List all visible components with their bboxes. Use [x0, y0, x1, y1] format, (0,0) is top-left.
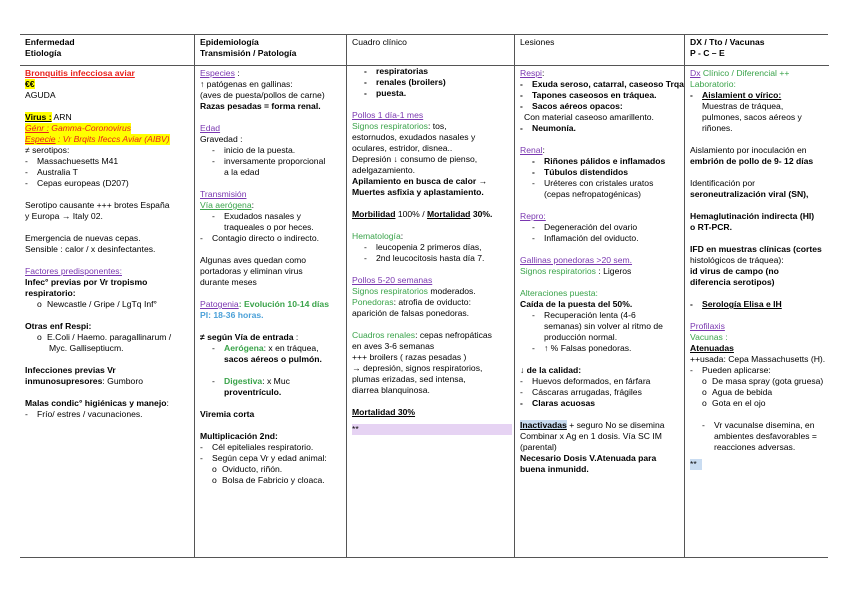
stars-highlight-dx: ** — [690, 459, 702, 470]
header-epidemiologia: Epidemiología Transmisión / Patología — [195, 34, 347, 66]
header-enfermedad: Enfermedad Etiología — [20, 34, 194, 66]
body-enfermedad: Bronquitis infecciosa aviar €€ AGUDA Virus : ARN Génr : Gamma-Coronovirus Especie : Vr Brqits Ifeccs Aviar (AIBV) ≠ serotipos: - Massachuesetts M41 - Australia T - Cepas europeas (D207) Serotipo causante +++ brotes España y Europa → Italy 02. Emergencia de nuevas cepas. Sensible : calor / x desinfectantes. Factores predisponentes: Infec° previas por Vr tropismo respiratorio: o Newcastle / Gripe / LgTq Inf° Otras enf Respi: o E.Coli / Haemo. paragallinarum / Myc. Galliseptiucm. Infecciones previas Vr inmunosupresores: Gumboro Malas condic° higiénicas y manejo: - Frío/ estres / vacunaciones. — [20, 66, 194, 420]
col-cuadro-clinico: Cuadro clínico - respiratorias - renales (broilers) - puesta. Pollos 1 día-1 mes Signos respiratorios: tos, estornudos, exudados nasales y oculares, estridor, disnea.. Depresión ↓ consumo de pienso, adelgazamiento. Apilamiento en busca de calor → Muertes asfixia y aplastamiento. Morbilidad 100% / Mortalidad 30%. Hematología: - leucopenia 2 primeros días, - 2nd leucocitosis hasta día 7. Pollos 5-20 semanas Signos respiratorios moderados. Ponedoras: atrofia de oviducto: aparición de falsas ponedoras. Cuadros renales: cepas nefropáticas en aves 3-6 semanas +++ broilers ( razas pesadas ) → depresión, signos respiratorios, plumas erizadas, sed intensa, diarrea blanquinosa. Mortalidad 30% ** — [346, 34, 515, 558]
stars-highlight: ** — [352, 424, 512, 435]
col-epidemiologia: Epidemiología Transmisión / Patología Especies : ↑ patógenas en gallinas: (aves de puesta/pollos de carne) Razas pesadas = forma renal. Edad Gravedad : - inicio de la puesta. - inversamente proporcional a la edad Transmisión Vía aerógena: - Exudados nasales y traqueales o por heces. - Contagio directo o indirecto. Algunas aves quedan como portadoras y eliminan virus durante meses Patogenia: Evolución 10-14 días PI: 18-36 horas. ≠ según Vía de entrada : - Aerógena: x en tráquea, sacos aéreos o pulmón. - Digestiva: x Muc proventrículo. Viremia corta Multiplicación 2nd: - Cél epiteliales respiratorio. - Según cepa Vr y edad animal: o Oviducto, riñón. o Bolsa de Fabricio y cloaca. — [194, 34, 347, 558]
disease-sheet — [20, 34, 828, 558]
col-lesiones: Lesiones Respi: - Exuda seroso, catarral, caseoso Trqa - Tapones caseosos en tráquea. - Sacos aéreos opacos: Con material caseoso amarillento. - Neumonía. Renal: - Riñones pálidos e inflamados - Túbulos distendidos - Uréteres con cristales uratos (cepas nefropatogénicas) Repro: - Degeneración del ovario - Inflamación del oviducto. Gallinas ponedoras >20 sem. Signos respiratorios : Ligeros Alteraciones puesta: Caída de la puesta del 50%. - Recuperación lenta (4-6 semanas) sin volver al ritmo de producción normal. - ↑ % Falsas ponedoras. ↓ de la calidad: - Huevos deformados, en fárfara - Cáscaras arrugadas, frágiles - Claras acuosas Inactivadas + seguro No se disemina Combinar x Ag en 1 dosis. Vía SC IM (parental) Necesario Dosis V.Atenuada para buena inmunidd. — [514, 34, 685, 558]
header-lesiones: Lesiones — [515, 34, 685, 66]
bottom-border — [20, 557, 828, 558]
col-enfermedad — [20, 34, 194, 558]
factores-heading: Factores predisponentes: — [25, 266, 122, 276]
col-dx-tto-vacunas: DX / Tto / Vacunas P - C – E Dx Clínico / Diferencial ++ Laboratorio: - Aislamient o vírico: Muestras de tráquea, pulmones, sacos aéreos y riñones. Aislamiento por inoculación en embrión de pollo de 9- 12 días Identificación por seroneutralización viral (SN), Hemaglutinación indirecta (HI) o RT-PCR. IFD en muestras clínicas (cortes histológicos de tráquea): id virus de campo (no diferencia serotipos) - Serología Elisa e IH Profilaxis Vacunas : Atenuadas ++usada: Cepa Massachusetts (H). - Pueden aplicarse: o De masa spray (gota gruesa) o Agua de bebida o Gota en el ojo - Vr vacunalse disemina, en ambientes desfavorables = reacciones adversas. ** — [684, 34, 829, 558]
header-cuadro-clinico: Cuadro clínico — [347, 34, 515, 66]
disease-title: Bronquitis infecciosa aviar — [25, 68, 135, 78]
header-dx: DX / Tto / Vacunas P - C – E — [685, 34, 829, 66]
